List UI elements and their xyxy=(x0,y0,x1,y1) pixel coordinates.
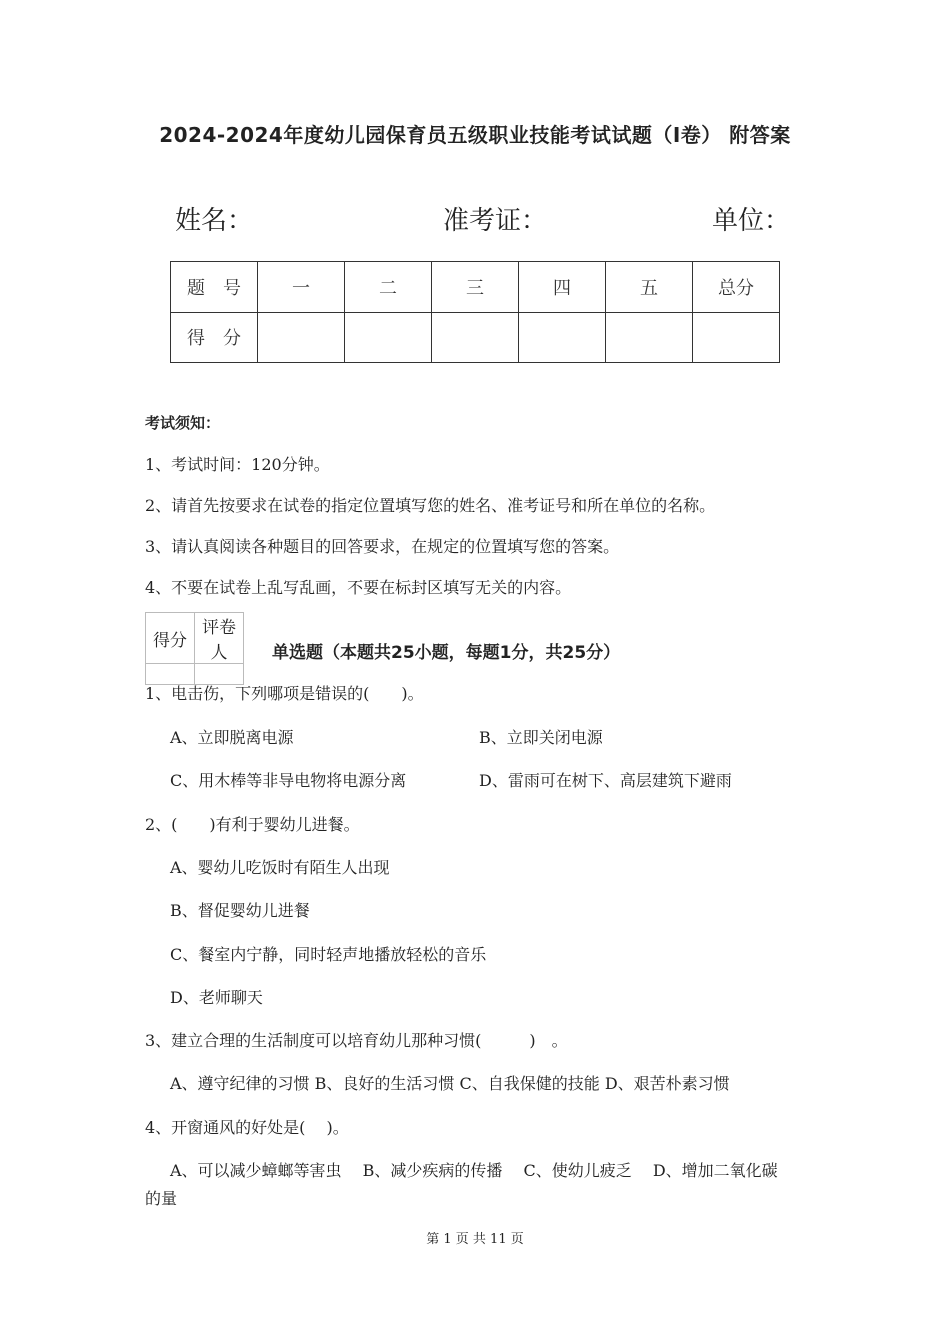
score-table-cell: 二 xyxy=(345,262,432,313)
grader-score-label: 得分 xyxy=(146,613,195,664)
question-stem: 3、建立合理的生活制度可以培育幼儿那种习惯( ) 。 xyxy=(145,1031,568,1050)
grader-reviewer-label: 评卷人 xyxy=(195,613,244,664)
exam-id-label: 准考证： xyxy=(443,206,548,236)
question-option: B、督促婴幼儿进餐 xyxy=(170,901,310,920)
score-input-cell[interactable] xyxy=(606,312,693,363)
notice-item: 4、不要在试卷上乱写乱画，不要在标封区填写无关的内容。 xyxy=(145,578,572,597)
page-footer: 第 1 页 共 11 页 xyxy=(426,1232,524,1247)
score-table-cell: 题 号 xyxy=(171,262,258,313)
score-table-cell: 五 xyxy=(606,262,693,313)
notice-item: 2、请首先按要求在试卷的指定位置填写您的姓名、准考证号和所在单位的名称。 xyxy=(145,496,716,515)
section-title: 单选题（本题共25小题，每题1分，共25分） xyxy=(272,643,621,663)
question-stem: 2、( )有利于婴幼儿进餐。 xyxy=(145,815,360,834)
score-table-score-row xyxy=(171,312,780,363)
grader-box xyxy=(145,612,244,685)
score-input-cell[interactable] xyxy=(345,312,432,363)
score-table-cell: 四 xyxy=(519,262,606,313)
question-option: A、遵守纪律的习惯 B、良好的生活习惯 C、自我保健的技能 D、艰苦朴素习惯 xyxy=(170,1074,730,1093)
notice-heading: 考试须知： xyxy=(145,414,221,432)
score-input-cell[interactable] xyxy=(258,312,345,363)
score-row-label: 得 分 xyxy=(171,312,258,363)
score-input-cell[interactable] xyxy=(432,312,519,363)
score-table-header-row xyxy=(171,262,780,313)
score-input-cell[interactable] xyxy=(519,312,606,363)
unit-label: 单位： xyxy=(712,206,791,236)
question-option: D、雷雨可在树下、高层建筑下避雨 xyxy=(479,771,732,790)
question-option-continuation: 的量 xyxy=(145,1189,178,1208)
question-option: D、老师聊天 xyxy=(170,988,263,1007)
question-option: C、餐室内宁静，同时轻声地播放轻松的音乐 xyxy=(170,945,487,964)
question-option: A、立即脱离电源 xyxy=(170,728,294,747)
notice-item: 1、考试时间：120分钟。 xyxy=(145,455,330,474)
score-table-cell: 总分 xyxy=(693,262,780,313)
document-title: 2024-2024年度幼儿园保育员五级职业技能考试试题（I卷） 附答案 xyxy=(159,123,791,147)
question-option: B、立即关闭电源 xyxy=(479,728,603,747)
score-table-cell: 一 xyxy=(258,262,345,313)
question-option: C、用木棒等非导电物将电源分离 xyxy=(170,771,407,790)
notice-item: 3、请认真阅读各种题目的回答要求，在规定的位置填写您的答案。 xyxy=(145,537,620,556)
score-input-cell[interactable] xyxy=(693,312,780,363)
score-table-cell: 三 xyxy=(432,262,519,313)
score-table xyxy=(170,261,780,363)
question-stem: 1、电击伤，下列哪项是错误的( )。 xyxy=(145,684,424,703)
name-label: 姓名： xyxy=(175,206,254,236)
question-option: A、可以减少蟑螂等害虫 B、减少疾病的传播 C、使幼儿疲乏 D、增加二氧化碳 xyxy=(170,1161,778,1180)
question-option: A、婴幼儿吃饭时有陌生人出现 xyxy=(170,858,390,877)
question-stem: 4、开窗通风的好处是( )。 xyxy=(145,1118,349,1137)
